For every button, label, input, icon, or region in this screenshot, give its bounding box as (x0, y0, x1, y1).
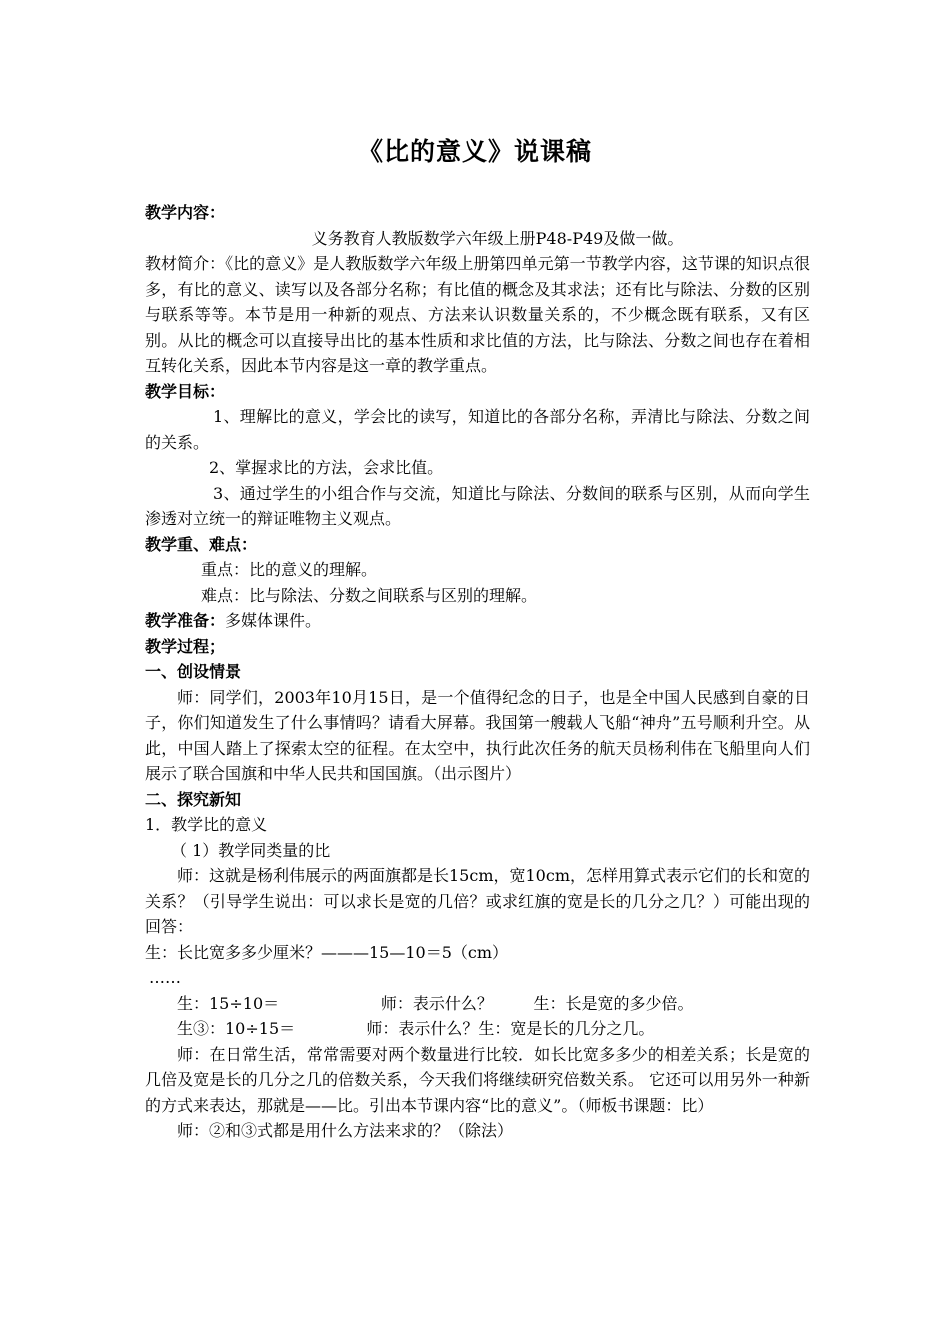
preparation-line (145, 608, 810, 634)
student-answer-1: 生：长比宽多多少厘米？———15—10＝5（cm） (145, 942, 509, 962)
ellipsis-line: …… (149, 968, 181, 987)
teacher-explanation-paragraph: 师：在日常生活，常常需要对两个数量进行比较．如长比宽多多少的相差关系；长是宽的几倍及宽是长的几分之几的倍数关系，今天我们将继续研究倍数关系。 它还可以用另外一种新的方式来表达，那就是——比。引出本节课内容“比的意义”。（师板书课题：比） (145, 1044, 810, 1115)
subsection-1-1: （ 1）教学同类量的比 (171, 840, 331, 860)
section-2-heading: 二、探究新知 (145, 789, 242, 809)
student-answer-2: 生：15÷10＝ 师：表示什么？ 生：长是宽的多少倍。 (177, 993, 694, 1013)
heading-goals: 教学目标： (145, 381, 226, 401)
heading-content: 教学内容： (145, 203, 226, 222)
goal-item-3: 3、通过学生的小组合作与交流，知道比与除法、分数间的联系与区别，从而向学生渗透对立统一的辩证唯物主义观点。 (145, 483, 810, 528)
difficult-point: 难点：比与除法、分数之间联系与区别的理解。 (201, 585, 538, 605)
heading-key-points: 教学重、难点： (145, 534, 258, 554)
content-text: 义务教育人教版数学六年级上册P48-P49及做一做。 (311, 228, 684, 248)
goal-item-2: 2、掌握求比的方法，会求比值。 (209, 458, 444, 477)
teacher-method-question: 师：②和③式都是用什么方法来求的？（除法） (177, 1121, 514, 1140)
section-1-paragraph: 师：同学们，2003年10月15日，是一个值得纪念的日子，也是全中国人民感到自豪的日子，你们知道发生了什么事情吗？请看大屏幕。我国第一艘载人飞船“神舟”五号顺利升空。从此，中国人踏上了探索太空的征程。在太空中，执行此次任务的航天员杨利伟在飞船里向人们展示了联合国旗和中华人民共和国国旗。（出示图片） (145, 687, 810, 783)
intro-paragraph: 教材简介：《比的意义》是人教版数学六年级上册第四单元第一节教学内容，这节课的知识点很多，有比的意义、读写以及各部分名称；有比值的概念及其求法；还有比与除法、分数的区别与联系等等。本节是用一种新的观点、方法来认识数量关系的，不少概念既有联系，又有区别。从比的概念可以直接导出比的基本性质和求比值的方法，比与除法、分数之间也存在着相互转化关系，因此本节内容是这一章的教学重点。 (145, 254, 810, 375)
heading-preparation: 教学准备： (145, 611, 226, 630)
subsection-1: 1．教学比的意义 (145, 815, 268, 834)
student-answer-3: 生③：10÷15＝ 师：表示什么？生：宽是长的几分之几。 (177, 1019, 655, 1038)
goal-item-1: 1、理解比的意义，学会比的读写，知道比的各部分名称，弄清比与除法、分数之间的关系。 (145, 407, 810, 452)
teacher-question-paragraph: 师：这就是杨利伟展示的两面旗都是长15cm，宽10cm，怎样用算式表示它们的长和宽的关系？（引导学生说出：可以求长是宽的几倍？或求红旗的宽是长的几分之几？）可能出现的回答： (145, 866, 810, 936)
document-title: 《比的意义》说课稿 (357, 137, 592, 166)
key-point: 重点：比的意义的理解。 (201, 560, 378, 579)
preparation-text: 多媒体课件。 (225, 611, 322, 630)
heading-process: 教学过程； (145, 636, 226, 656)
document-body (145, 200, 810, 1144)
section-1-heading: 一、创设情景 (145, 662, 242, 681)
